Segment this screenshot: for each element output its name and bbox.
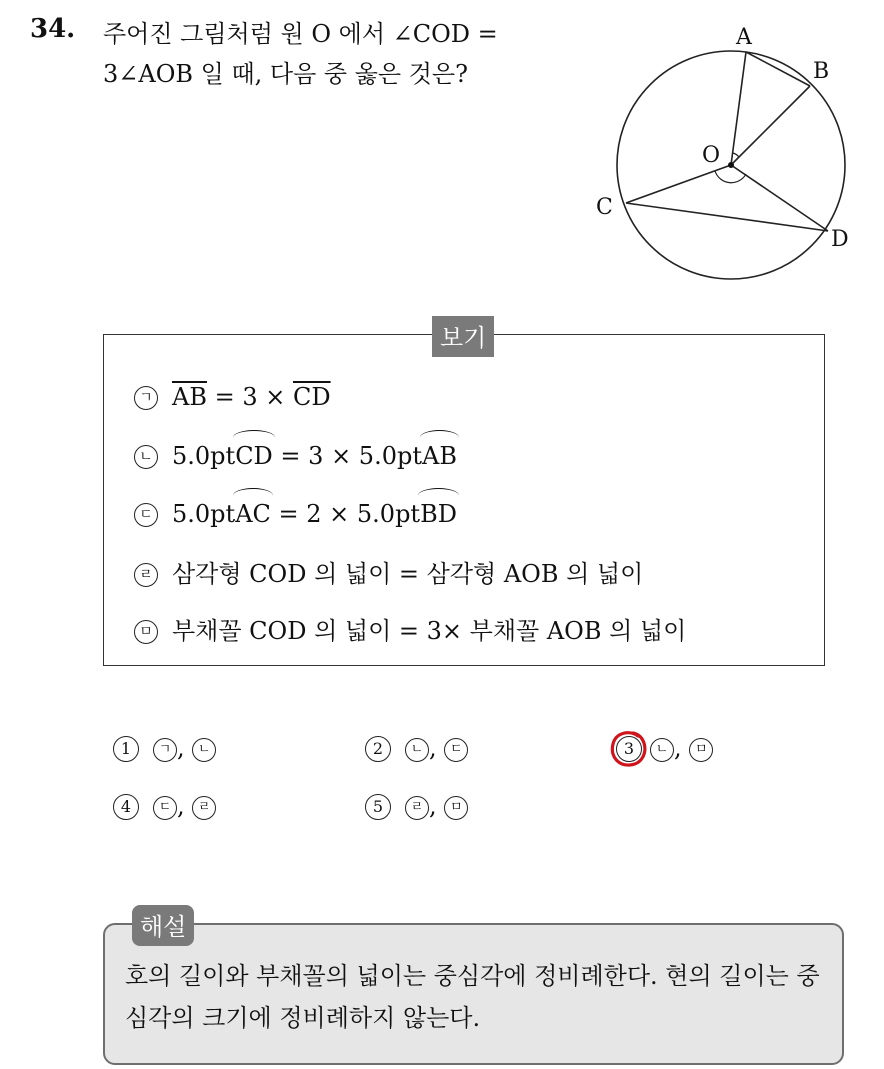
explanation-title: 해설 <box>132 905 194 946</box>
circle-figure <box>588 20 868 285</box>
choice-5-marker-b: ㅁ <box>444 796 468 820</box>
bogi-box <box>103 324 825 666</box>
arc-ac: AC <box>235 500 271 528</box>
arc-bd: BD <box>420 500 457 528</box>
bogi-item-3 <box>134 500 457 528</box>
choice-number-1: 1 <box>113 736 139 762</box>
label-b: B <box>813 59 830 84</box>
item-5-text: 부채꼴 COD 의 넓이 = 3× 부채꼴 AOB 의 넓이 <box>172 617 687 645</box>
bogi-title: 보기 <box>432 316 494 357</box>
choice-4[interactable]: 4 ㄷ , ㄹ <box>113 792 216 820</box>
choice-4-marker-b: ㄹ <box>192 796 216 820</box>
item-1-mid: = 3 × <box>206 383 293 411</box>
choice-5[interactable]: 5 ㄹ , ㅁ <box>365 792 468 820</box>
question-line-2: 3∠AOB 일 때, 다음 중 옳은 것은? <box>103 60 468 88</box>
arc-cd: CD <box>235 442 273 470</box>
arc-ab: AB <box>421 442 457 470</box>
choice-1[interactable]: 1 ㄱ , ㄴ <box>113 734 216 762</box>
item-3-pre: 5.0pt <box>172 500 236 528</box>
choice-3[interactable]: 3 ㄴ , ㅁ <box>616 734 713 762</box>
label-o: O <box>702 143 721 168</box>
question-line-1: 주어진 그림처럼 원 O 에서 ∠COD = <box>103 20 498 48</box>
choice-number-3-text: 3 <box>623 739 635 758</box>
radius-ob <box>731 86 810 165</box>
explanation-text: 호의 길이와 부채꼴의 넓이는 중심각에 정비례한다. 현의 길이는 중심각의 크기에 정비례하지 않는다. <box>125 962 820 1032</box>
item-2-pre: 5.0pt <box>172 442 236 470</box>
marker-mieum: ㅁ <box>134 620 158 644</box>
choice-1-marker-a: ㄱ <box>153 738 177 762</box>
marker-giyeok: ㄱ <box>134 386 158 410</box>
choice-2-marker-b: ㄷ <box>444 738 468 762</box>
label-a: A <box>736 25 752 50</box>
choice-number-3 <box>616 736 642 762</box>
bogi-item-2 <box>134 442 457 470</box>
segment-ab: $\overline{AB}$ <box>172 383 207 411</box>
choice-3-marker-a: ㄴ <box>650 738 674 762</box>
choice-5-marker-a: ㄹ <box>405 796 429 820</box>
chord-cd <box>626 203 828 231</box>
choice-number-2: 2 <box>365 736 391 762</box>
choice-3-marker-b: ㅁ <box>689 738 713 762</box>
question-text <box>103 14 573 94</box>
item-4-text: 삼각형 COD 의 넓이 = 삼각형 AOB 의 넓이 <box>172 560 644 588</box>
radius-oa <box>731 52 746 165</box>
marker-rieul: ㄹ <box>134 563 158 587</box>
angle-aob-mark <box>733 153 739 157</box>
bogi-item-4 <box>134 554 643 589</box>
choice-4-marker-a: ㄷ <box>153 796 177 820</box>
choice-2-marker-a: ㄴ <box>405 738 429 762</box>
choice-1-marker-b: ㄴ <box>192 738 216 762</box>
marker-nieun: ㄴ <box>134 445 158 469</box>
label-d: D <box>831 227 849 252</box>
marker-digeut: ㄷ <box>134 503 158 527</box>
explanation-box <box>103 913 844 1065</box>
radius-oc <box>626 165 731 203</box>
question-number: 34. <box>30 14 76 44</box>
item-2-mid: = 3 × 5.0pt <box>272 442 422 470</box>
bogi-item-1 <box>134 383 331 411</box>
segment-cd: $\overline{CD}$ <box>292 383 331 411</box>
chord-ab <box>746 52 810 86</box>
choice-number-5: 5 <box>365 794 391 820</box>
label-c: C <box>596 195 613 220</box>
choice-2[interactable]: 2 ㄴ , ㄷ <box>365 734 468 762</box>
center-point <box>728 162 734 168</box>
choice-number-4: 4 <box>113 794 139 820</box>
bogi-item-5 <box>134 611 686 646</box>
item-3-mid: = 2 × 5.0pt <box>270 500 421 528</box>
